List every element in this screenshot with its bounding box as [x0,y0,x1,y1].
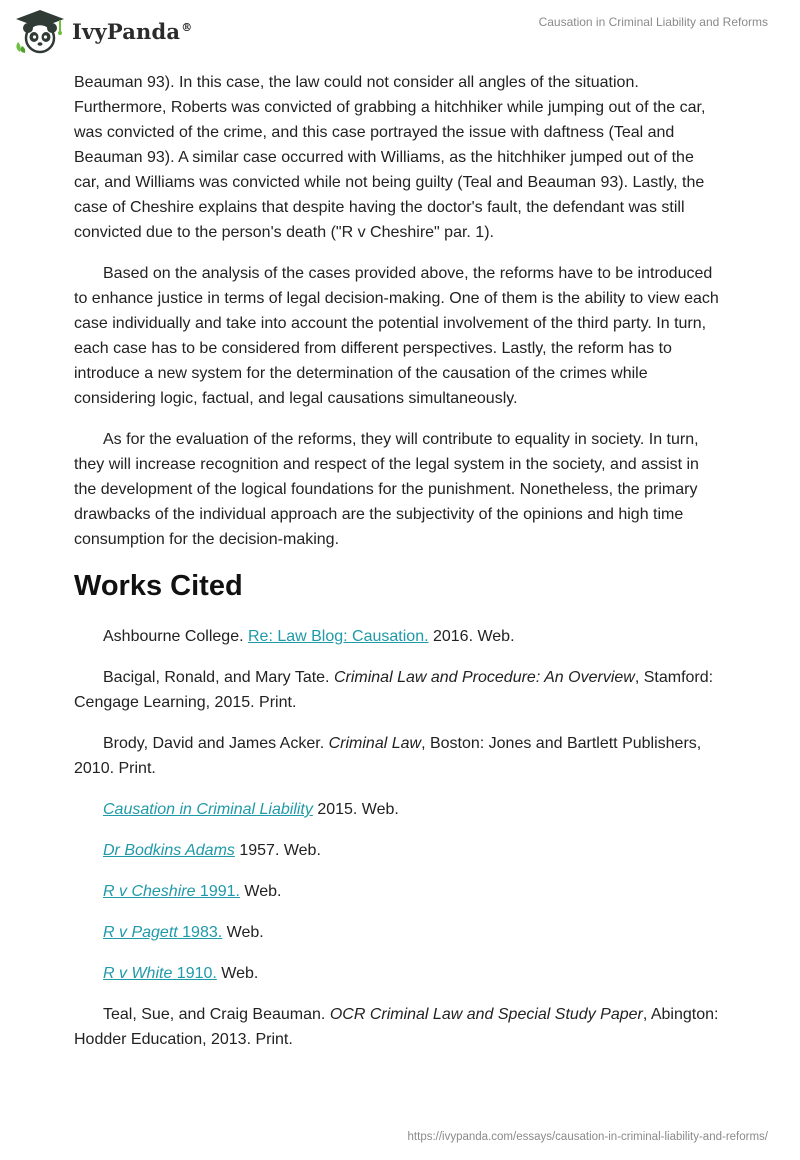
citation-link[interactable]: Dr Bodkins Adams [103,842,235,859]
citation-entry: Ashbourne College. Re: Law Blog: Causation. 2016. Web. [103,628,515,645]
works-cited-heading: Works Cited [74,570,243,602]
brand-logo[interactable] [14,8,192,54]
source-url[interactable]: https://ivypanda.com/essays/causation-in-criminal-liability-and-reforms/ [407,1131,768,1143]
citation-link[interactable]: R v White 1910. [103,965,217,982]
citation-entry: R v Cheshire 1991. Web. [103,883,282,900]
works-cited-list [74,624,724,1052]
citation-entry: Causation in Criminal Liability 2015. Web. [103,801,399,818]
citation-link[interactable]: R v Cheshire 1991. [103,883,240,900]
citation-entry: Brody, David and James Acker. Criminal Law, Boston: Jones and Bartlett Publishers, 2010. Print. [74,735,702,777]
essay-content [74,70,724,1068]
citation-entry: R v Pagett 1983. Web. [103,924,264,941]
panda-graduate-icon [14,8,66,54]
citation-entry: Bacigal, Ronald, and Mary Tate. Criminal Law and Procedure: An Overview, Stamford: Cengage Learning, 2015. Print. [74,669,714,711]
paragraph: Beauman 93). In this case, the law could not consider all angles of the situation. Furthermore, Roberts was convicted of grabbing a hitchhiker while jumping out of the car, was convicted of the crime, and this case portrayed the issue with daftness (Teal and Beauman 93). A similar case occurred with Williams, as the hitchhiker jumped out of the car, and Williams was convicted while not being guilty (Teal and Beauman 93). Lastly, the case of Cheshire explains that despite having the doctor's fault, the defendant was still convicted due to the person's death ("R v Cheshire" par. 1). [74,74,706,241]
citation-entry: Dr Bodkins Adams 1957. Web. [103,842,321,859]
page-header [0,0,800,62]
citation-link[interactable]: Causation in Criminal Liability [103,801,313,818]
brand-name: IvyPanda® [72,18,193,44]
paragraph: Based on the analysis of the cases provided above, the reforms have to be introduced to enhance justice in terms of legal decision-making. One of them is the ability to view each case individually and take into account the potential involvement of the third party. In turn, each case has to be considered from different perspectives. Lastly, the reform has to introduce a new system for the determination of the causation of the crimes while considering logic, factual, and legal causations simultaneously. [74,265,719,407]
citation-entry: R v White 1910. Web. [103,965,259,982]
paragraph: As for the evaluation of the reforms, they will contribute to equality in society. In turn, they will increase recognition and respect of the legal system in the society, and assist in the development of the logical foundations for the punishment. Nonetheless, the primary drawbacks of the individual approach are the subjectivity of the opinions and high time consumption for the decision-making. [74,431,699,548]
citation-link[interactable]: Re: Law Blog: Causation. [247,628,429,645]
document-title: Causation in Criminal Liability and Reforms [538,15,768,29]
citation-link[interactable]: R v Pagett 1983. [103,924,223,941]
citation-entry: Teal, Sue, and Craig Beauman. OCR Criminal Law and Special Study Paper, Abington: Hodder Education, 2013. Print. [74,1006,719,1048]
